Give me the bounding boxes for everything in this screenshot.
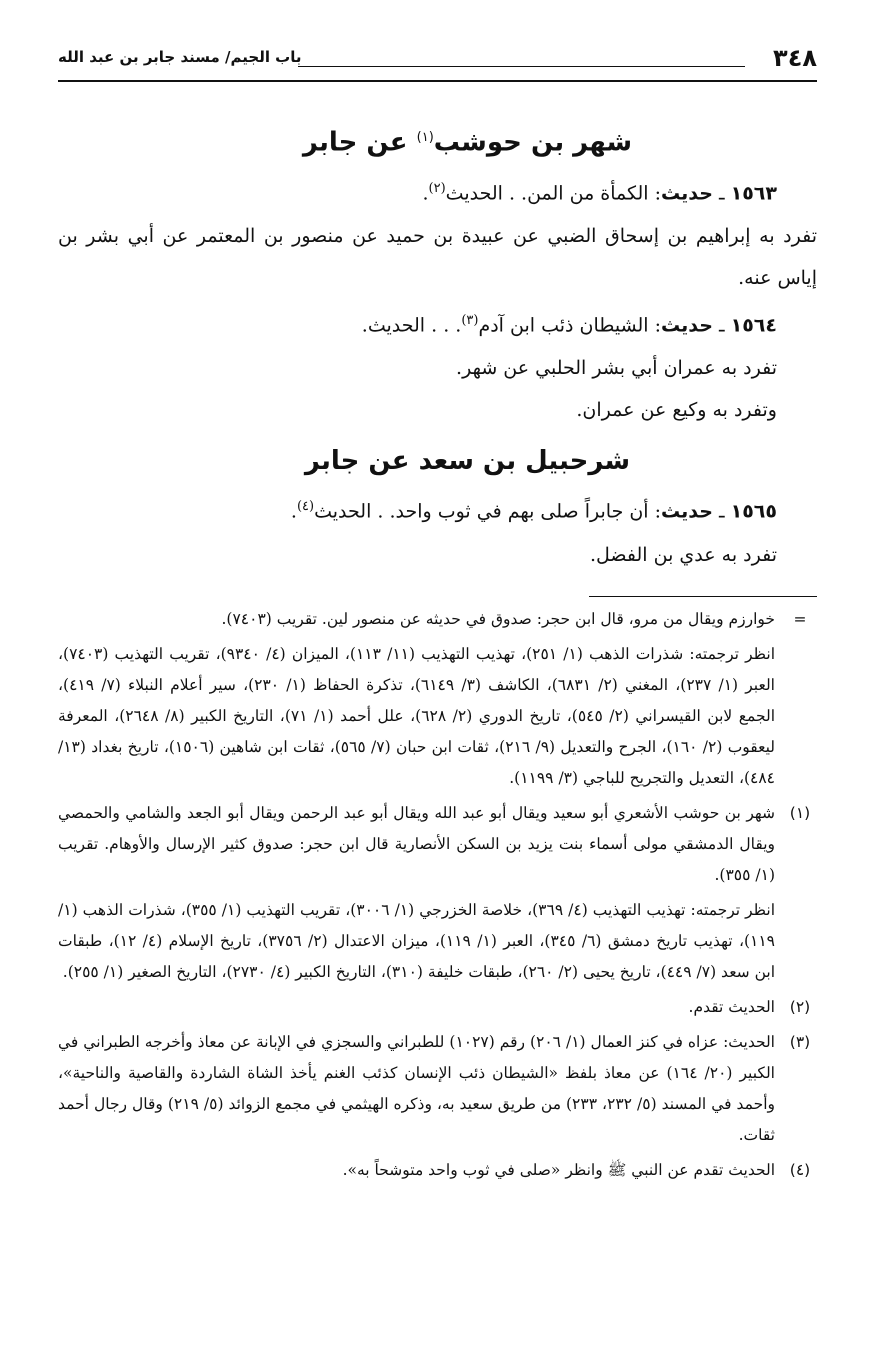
section-title: شهر بن حوشب$^{(١)}$ عن جابر [302,127,633,158]
hadith-text: : أن جابراً صلى بهم في ثوب واحد. . الحديث [314,500,662,523]
section-title: شرحبيل بن سعد عن جابر [304,446,631,477]
hadith-note: تفرد به إبراهيم بن إسحاق الضبي عن عبيدة بن حميد عن منصور بن المعتمر عن أبي بشر بن إياس عنه. [58,224,817,289]
hadith-number: ١٥٦٤ [730,314,777,337]
header-dash-line [298,66,745,67]
footnote [58,1155,817,1186]
footnote-marker: (٢) [789,998,811,1016]
hadith-text: : الشيطان ذئب ابن آدم [478,314,662,337]
header-rule [58,80,817,82]
footnote-marker: (٣) [789,1033,811,1051]
footnote-marker: (١) [789,804,811,822]
footnote-text: الحديث تقدم عن النبي ﷺ وانظر «صلى في ثوب واحد متوشحاً به». [342,1161,775,1179]
footnote [58,1027,817,1151]
hadith-note: تفرد به عدي بن الفضل. [590,543,777,566]
running-header [58,44,817,82]
footnote [58,604,817,794]
footnote-text: الحديث تقدم. [688,998,775,1016]
footnote-text: شهر بن حوشب الأشعري أبو سعيد ويقال أبو عبد الله ويقال أبو عبد الرحمن ويقال أبو الجعد والشامي والحمصي ويقال الدمشقي مولى أسماء بنت يزيد بن السكن الأنصارية قال ابن حجر: صدوق كثير الإرسال والأوهام. تقريب (١/ ٣٥٥). [58,804,775,884]
hadith-entry: ١٥٦٤ ـ حديث: الشيطان ذئب ابن آدم$^{(٣)}$. . . الحديث. [361,312,777,337]
footnotes [58,604,817,1190]
footnote-ref[interactable]: (١) [416,130,434,145]
footnote-text: خوارزم ويقال من مرو، قال ابن حجر: صدوق في حديثه عن منصور لين. تقريب (٧٤٠٣). [221,610,775,628]
footnote-ref[interactable]: (٤) [296,499,315,515]
hadith-keyword: حديث [661,500,713,523]
footnote-marker: = [793,610,807,628]
footnote-ref[interactable]: (٢) [428,180,446,196]
footnote-text: انظر ترجمته: تهذيب التهذيب (٤/ ٣٦٩)، خلاصة الخزرجي (١/ ٣٠٠٦)، تقريب التهذيب (١/ ٣٥٥)، شذرات الذهب (١/ ١١٩)، تهذيب تاريخ دمشق (٦/ ٣٤٥)، العبر (١/ ١١٩)، ميزان الاعتدال (٢/ ٣٧٥٦)، تاريخ الإسلام (٤/ ١٢)، طبقات ابن سعد (٧/ ٤٤٩)، تاريخ يحيى (٢/ ٢٦٠)، طبقات خليفة (٣١٠)، التاريخ الكبير (٤/ ٢٧٣٠)، التاريخ الصغير (١/ ٢٥٥). [58,901,775,981]
hadith-note: تفرد به عمران أبي بشر الحلبي عن شهر. [456,357,777,380]
footnote-text: انظر ترجمته: شذرات الذهب (١/ ٢٥١)، تهذيب التهذيب (١١/ ١١٣)، الميزان (٤/ ٩٣٤٠)، تقريب التهذيب (٧٤٠٣)، العبر (١/ ٢٣٧)، المغني (٢/ ٦٨٣١)، الكاشف (٣/ ٦١٤٩)، تذكرة الحفاظ (١/ ٢٣٠)، سير أعلام النبلاء (٧/ ٤١٩)، الجمع لابن القيسراني (٢/ ٥٤٥)، تاريخ الدوري (٢/ ٦٢٨)، علل أحمد (١/ ٧١)، التاريخ الكبير (٨/ ٢٦٤٨)، المعرفة ليعقوب (٢/ ١٦٠)، الجرح والتعديل (٩/ ٢١٦)، ثقات ابن حبان (٧/ ٥٦٥)، ثقات ابن شاهين (١٥٠٦)، تاريخ بغداد (١٣/ ٤٨٤)، التعديل والتجريح للباجي (٣/ ١١٩٩). [58,645,776,787]
hadith-note: وتفرد به وكيع عن عمران. [576,399,777,422]
hadith-text: : الكمأة من المن. . الحديث [445,181,662,204]
running-title: باب الجيم/ مسند جابر بن عبد الله [58,48,302,66]
hadith-number: ١٥٦٣ [730,181,777,204]
hadith-keyword: حديث [661,181,713,204]
footnote [58,992,817,1023]
footnote-marker: (٤) [789,1161,811,1179]
hadith-keyword: حديث [661,314,713,337]
page-number: ٣٤٨ [773,44,817,72]
footnote [58,798,817,988]
footnote-ref[interactable]: (٣) [461,312,479,328]
footnote-separator [589,596,817,597]
main-text [58,108,817,576]
hadith-number: ١٥٦٥ [730,500,777,523]
hadith-entry: ١٥٦٥ ـ حديث: أن جابراً صلى بهم في ثوب واحد. . الحديث$^{(٤)}$. [290,499,777,523]
footnote-text: الحديث: عزاه في كنز العمال (١/ ٢٠٦) رقم (١٠٢٧) للطبراني والسجزي في الإبانة عن معاذ وأخرجه الطبراني في الكبير (٢٠/ ١٦٤) عن معاذ بلفظ «الشيطان ذئب الإنسان كذئب الغنم يأخذ الشاة الشاردة والقاصية والناحية»، وأحمد في المسند (٥/ ٢٣٢، ٢٣٣) من طريق سعيد به، وذكره الهيثمي في مجمع الزوائد (٥/ ٢١٩) وقال رجال أحمد ثقات. [58,1033,775,1144]
hadith-entry: ١٥٦٣ ـ حديث: الكمأة من المن. . الحديث$^{(٢)}$. [422,180,777,204]
